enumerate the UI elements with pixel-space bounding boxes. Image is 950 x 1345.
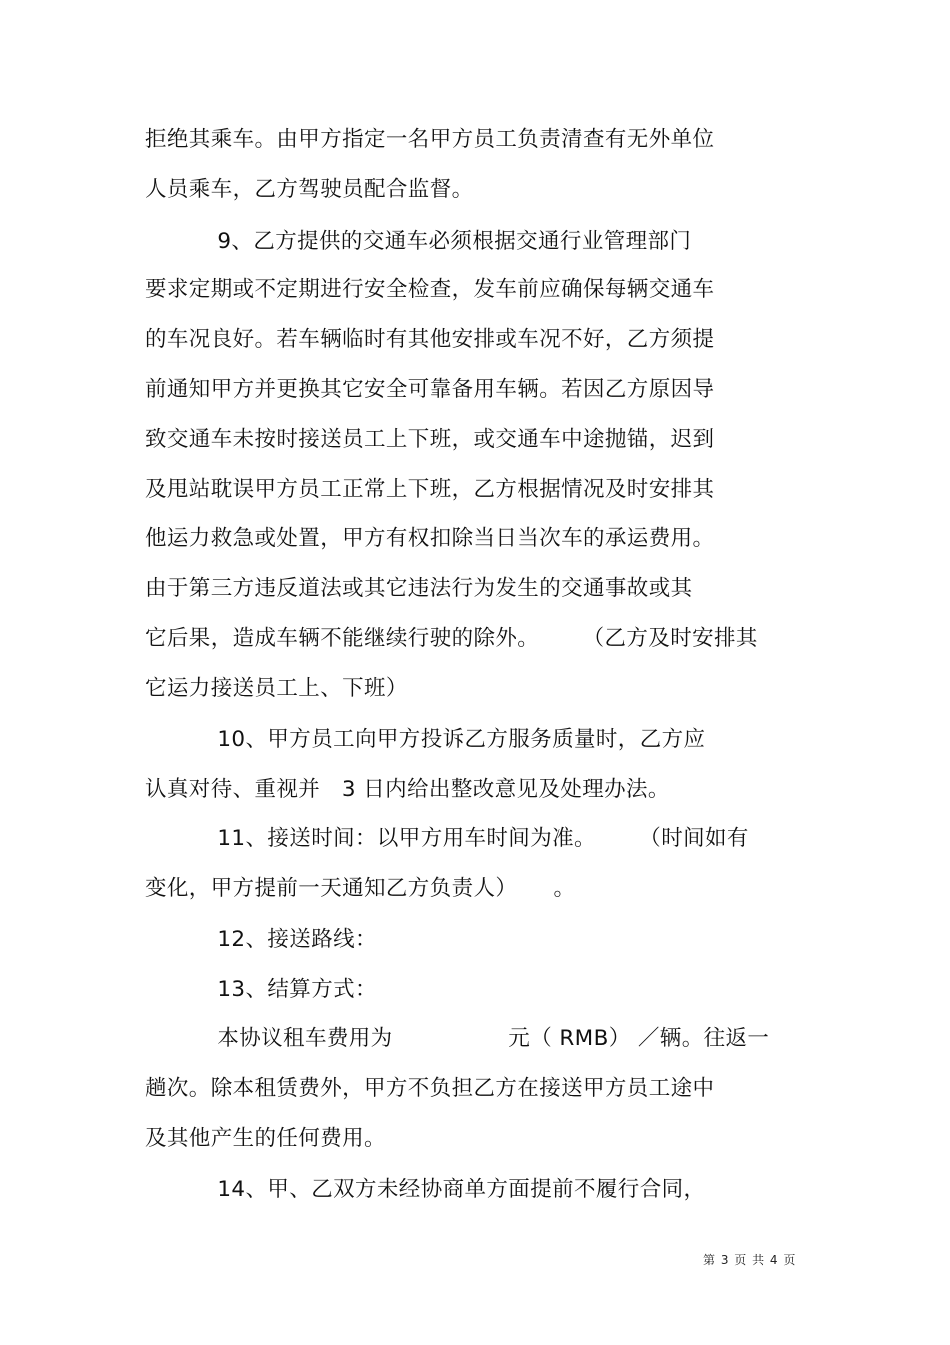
- text-line: 及甩站耽误甲方员工正常上下班，乙方根据情况及时安排其: [145, 477, 715, 502]
- text-line: 要求定期或不定期进行安全检查，发车前应确保每辆交通车: [145, 277, 715, 302]
- text-line: 9、乙方提供的交通车必须根据交通行业管理部门: [145, 229, 692, 254]
- text-line: 12、接送路线：: [145, 927, 377, 952]
- page-number-footer: 第 3 页 共 4 页: [703, 1253, 797, 1267]
- text-line: 11、接送时间：以甲方用车时间为准。 （时间如有: [145, 826, 749, 851]
- text-line: 它后果，造成车辆不能继续行驶的除外。 （乙方及时安排其: [145, 626, 758, 651]
- text-line: 趟次。除本租赁费外，甲方不负担乙方在接送甲方员工途中: [145, 1076, 715, 1101]
- text-line: 本协议租车费用为 元（ RMB） ／辆。往返一: [145, 1026, 770, 1051]
- text-line: 人员乘车，乙方驾驶员配合监督。: [145, 177, 474, 202]
- text-line: 及其他产生的任何费用。: [145, 1126, 386, 1151]
- text-line: 他运力救急或处置，甲方有权扣除当日当次车的承运费用。: [145, 526, 715, 551]
- text-line: 认真对待、重视并 3 日内给出整改意见及处理办法。: [145, 777, 670, 802]
- text-line: 拒绝其乘车。由甲方指定一名甲方员工负责清查有无外单位: [145, 127, 715, 152]
- text-line: 的车况良好。若车辆临时有其他安排或车况不好，乙方须提: [145, 327, 715, 352]
- text-line: 13、结算方式：: [145, 977, 377, 1002]
- text-line: 前通知甲方并更换其它安全可靠备用车辆。若因乙方原因导: [145, 377, 715, 402]
- text-line: 14、甲、乙双方未经协商单方面提前不履行合同，: [145, 1177, 706, 1202]
- text-line: 变化，甲方提前一天通知乙方负责人） 。: [145, 876, 576, 901]
- text-line: 10、甲方员工向甲方投诉乙方服务质量时，乙方应: [145, 727, 706, 752]
- text-line: 致交通车未按时接送员工上下班，或交通车中途抛锚，迟到: [145, 427, 715, 452]
- text-line: 由于第三方违反道法或其它违法行为发生的交通事故或其: [145, 576, 693, 601]
- text-line: 它运力接送员工上、下班）: [145, 676, 408, 701]
